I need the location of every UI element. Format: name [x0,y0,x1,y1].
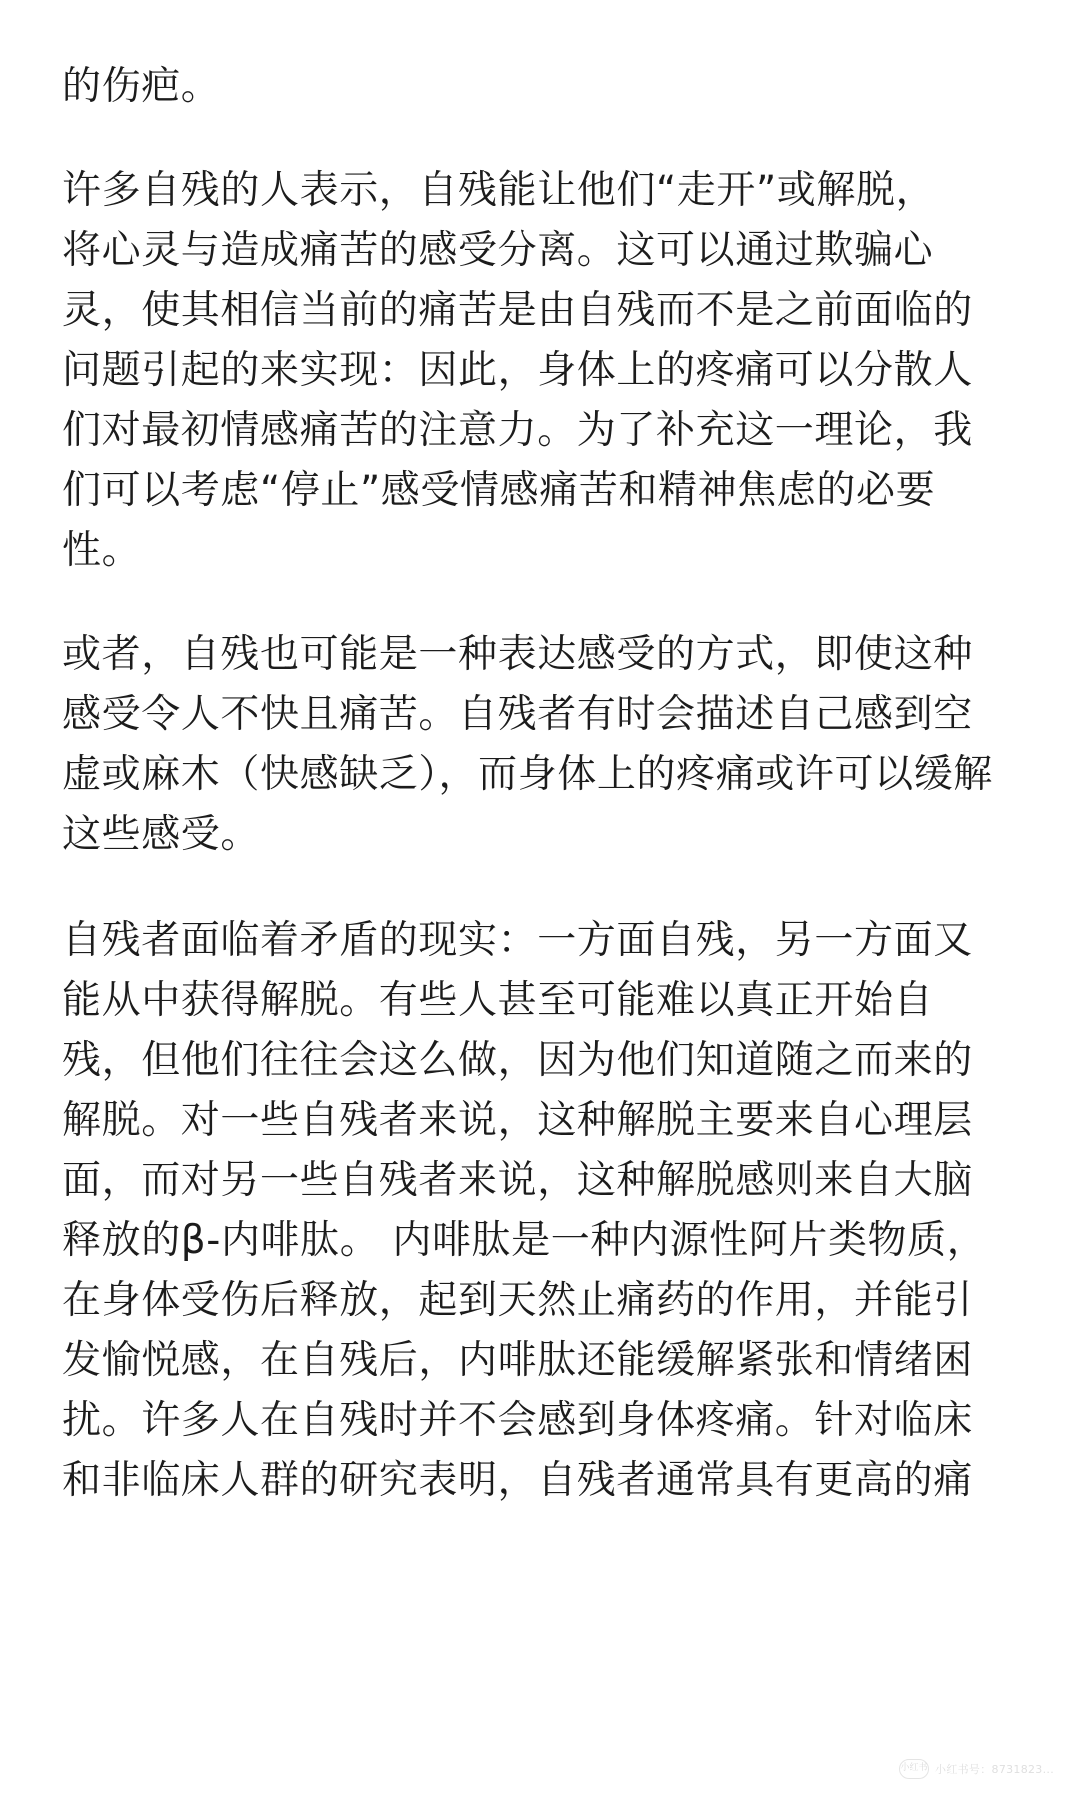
text-line: 释放的β-内啡肽。 内啡肽是一种内源性阿片类物质， [62,1218,987,1263]
text-line: 或者，自残也可能是一种表达感受的方式，即使这种 [62,632,973,677]
text-line: 发愉悦感，在自残后，内啡肽还能缓解紧张和情绪困 [62,1338,973,1383]
text-line: 面，而对另一些自残者来说，这种解脱感则来自大脑 [62,1158,973,1203]
text-line: 许多自残的人表示，自残能让他们“走开”或解脱， [62,168,936,213]
text-line: 在身体受伤后释放，起到天然止痛药的作用，并能引 [62,1278,973,1323]
watermark [899,1756,1054,1782]
text-line: 们对最初情感痛苦的注意力。为了补充这一理论，我 [62,408,973,453]
watermark-logo: 小红书 [899,1759,929,1779]
text-line: 们可以考虑“停止”感受情感痛苦和精神焦虑的必要 [62,468,936,513]
watermark-text: 小红书号：8731823... [935,1763,1054,1776]
text-line: 性。 [62,528,142,573]
text-line: 感受令人不快且痛苦。自残者有时会描述自己感到空 [62,692,973,737]
text-line: 这些感受。 [62,812,261,857]
text-line: 虚或麻木（快感缺乏），而身体上的疼痛或许可以缓解 [62,752,993,797]
text-line: 灵，使其相信当前的痛苦是由自残而不是之前面临的 [62,288,973,333]
text-line: 将心灵与造成痛苦的感受分离。这可以通过欺骗心 [62,228,934,273]
text-line: 和非临床人群的研究表明，自残者通常具有更高的痛 [62,1458,973,1503]
text-line: 扰。许多人在自残时并不会感到身体疼痛。针对临床 [62,1398,973,1443]
text-line: 残，但他们往往会这么做，因为他们知道随之而来的 [62,1038,973,1083]
text-line: 的伤疤。 [62,64,221,109]
text-line: 问题引起的来实现：因此，身体上的疼痛可以分散人 [62,348,973,393]
text-line: 解脱。对一些自残者来说，这种解脱主要来自心理层 [62,1098,973,1143]
text-line: 能从中获得解脱。有些人甚至可能难以真正开始自 [62,978,934,1023]
text-line: 自残者面临着矛盾的现实：一方面自残，另一方面又 [62,918,973,963]
